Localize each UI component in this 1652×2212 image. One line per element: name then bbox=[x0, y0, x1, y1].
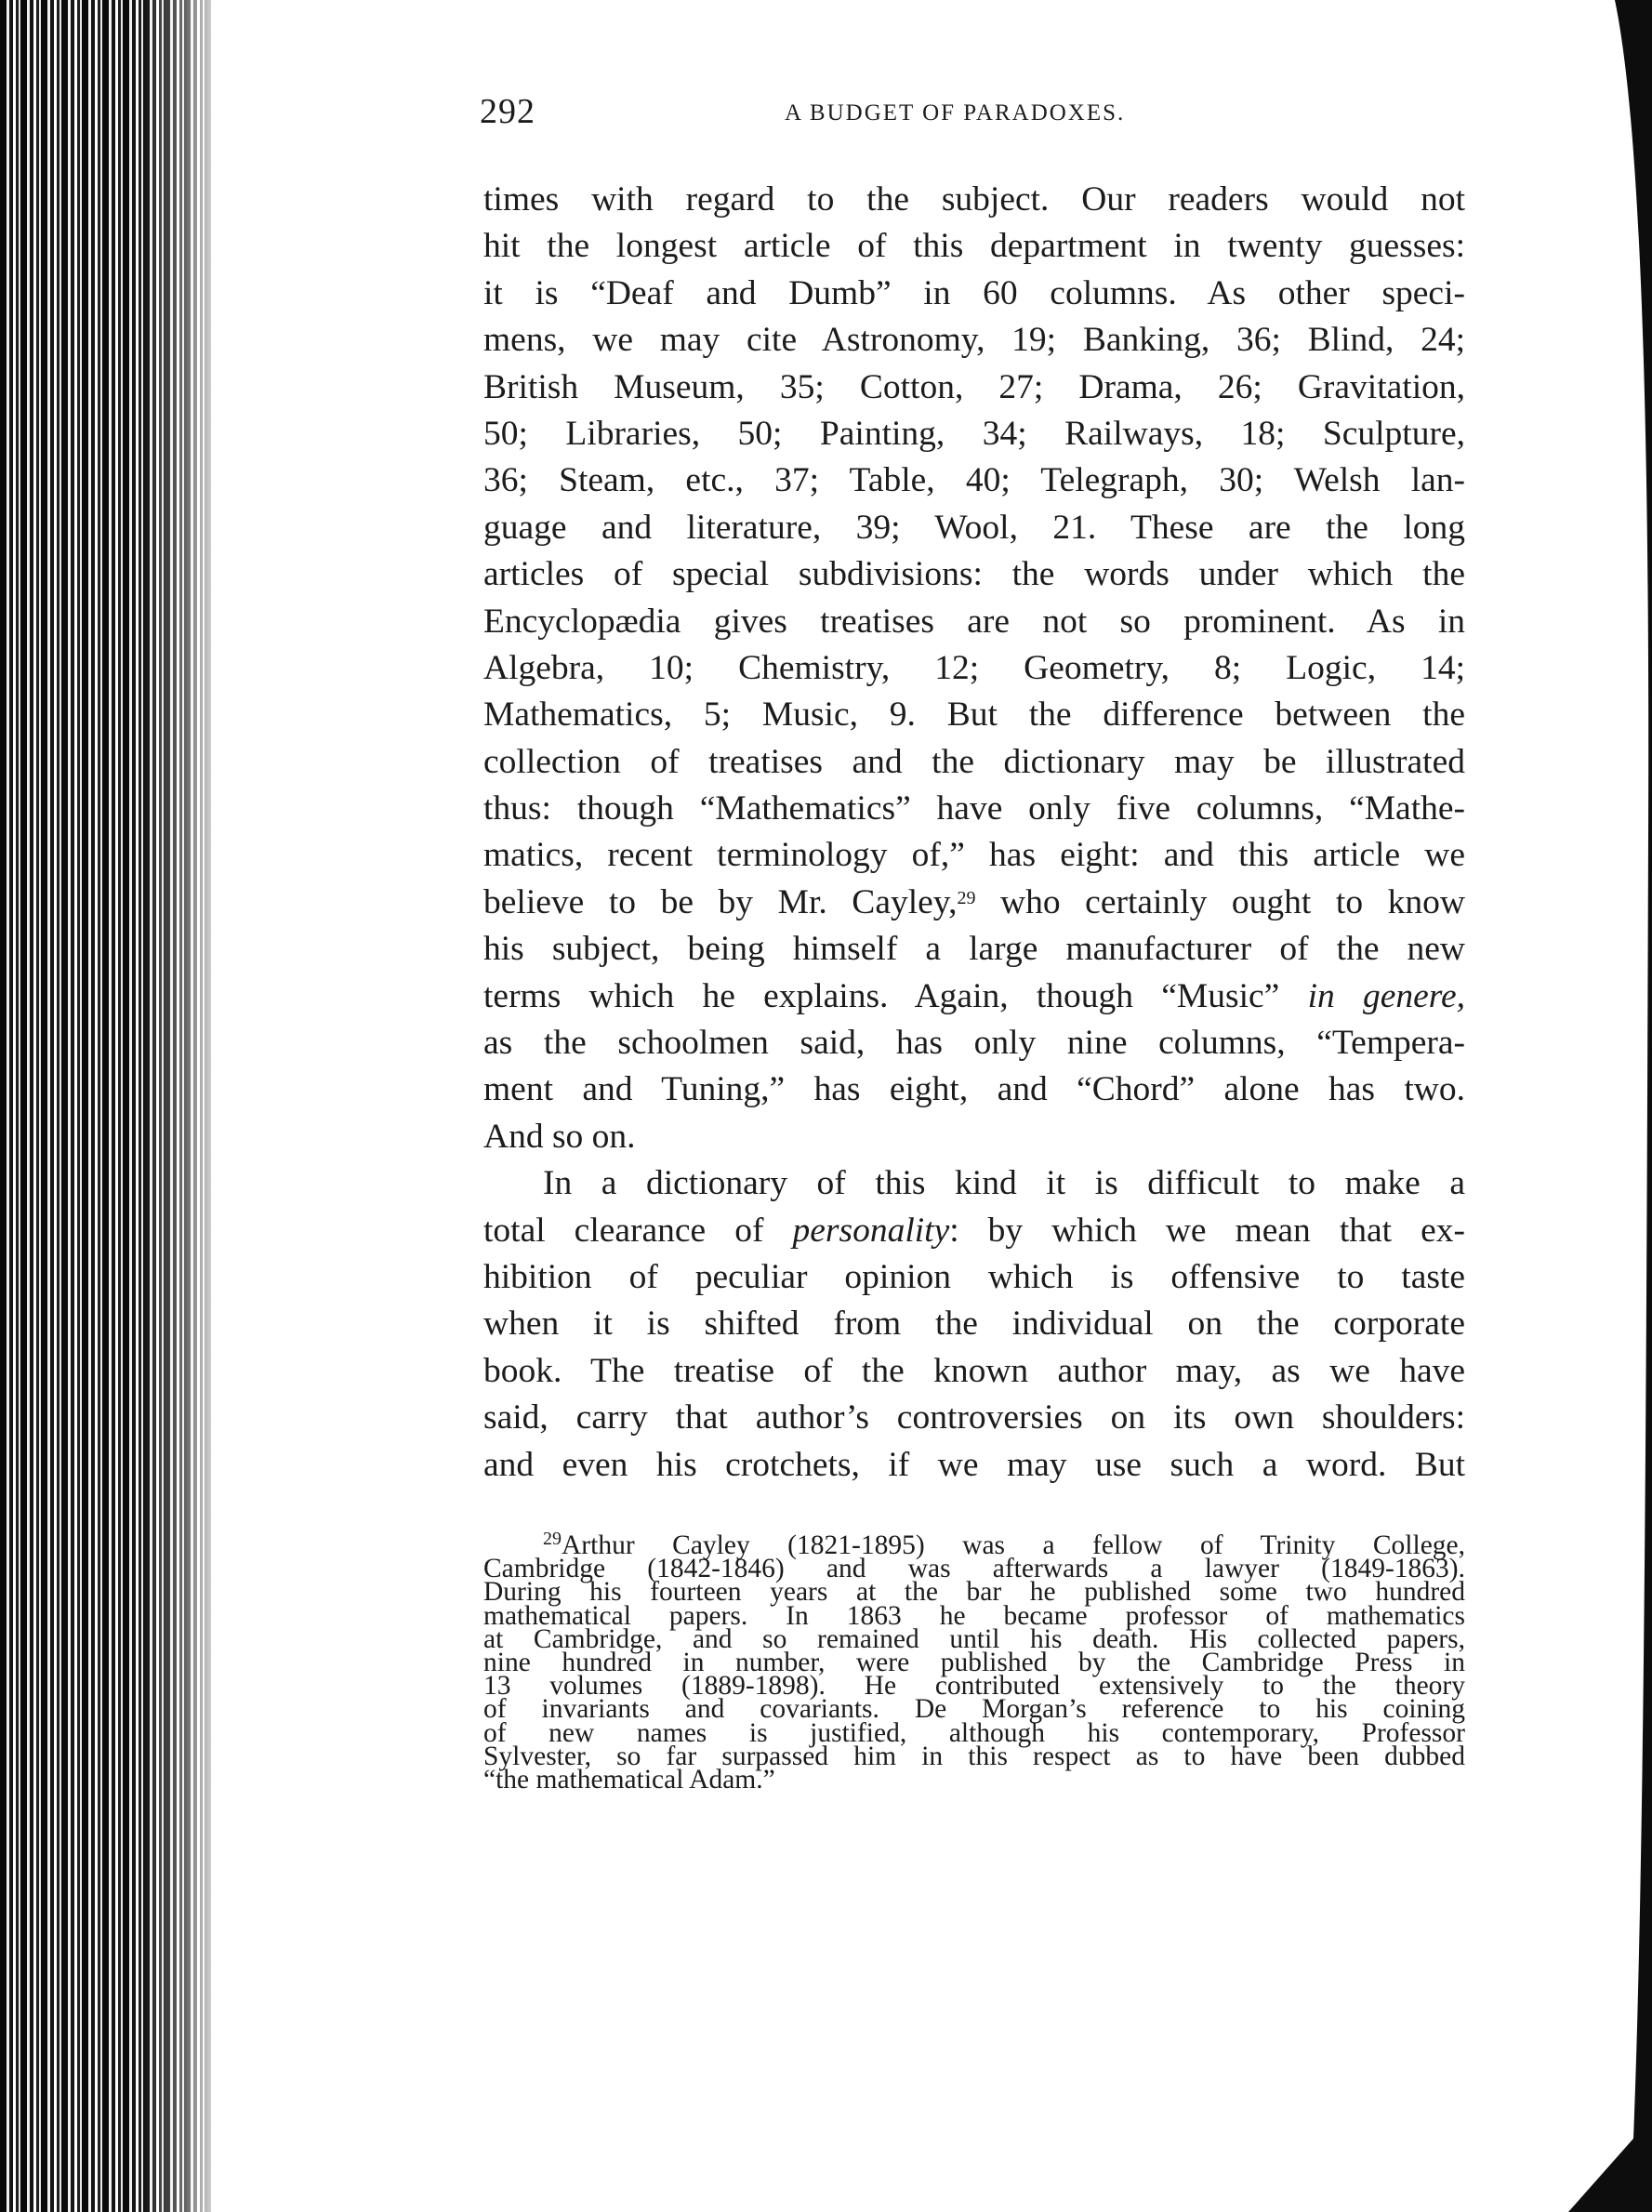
page-header bbox=[480, 91, 1484, 147]
footnote-line: Cambridge (1842-1846) and was afterwards a lawyer (1849-1863). bbox=[483, 1554, 1465, 1584]
footnote-reference: 29 bbox=[957, 887, 976, 908]
text-line: collection of treatises and the dictionary may be illustrated bbox=[483, 742, 1465, 781]
text-line: articles of special subdivisions: the words under which the bbox=[483, 555, 1465, 594]
footnote-line: nine hundred in number, were published by the Cambridge Press in bbox=[483, 1647, 1465, 1677]
text-line: hit the longest article of this department in twenty guesses: bbox=[483, 227, 1465, 266]
text-line-with-footnote-ref bbox=[483, 880, 1465, 926]
footnote-line: at Cambridge, and so remained until his death. His collected papers, bbox=[483, 1623, 1465, 1654]
footnote-line: During his fourteen years at the bar he published some two hundred bbox=[483, 1577, 1465, 1608]
text-line: mens, we may cite Astronomy, 19; Banking, 36; Blind, 24; bbox=[483, 321, 1465, 360]
body-text bbox=[483, 177, 1465, 1489]
text-segment: believe to be by Mr. Cayley, bbox=[483, 882, 958, 921]
italic-phrase: in genere, bbox=[1307, 976, 1465, 1015]
page-number: 292 bbox=[480, 92, 535, 131]
text-line: when it is shifted from the individual on the corporate bbox=[483, 1305, 1465, 1344]
text-line: matics, recent terminology of,” has eight: and this article we bbox=[483, 836, 1465, 875]
footnote-line: 13 volumes (1889-1898). He contributed extensively to the theory bbox=[483, 1671, 1465, 1702]
footnote-line: “the mathematical Adam.” bbox=[483, 1764, 775, 1795]
text-segment: : by which we mean that ex- bbox=[949, 1211, 1465, 1250]
text-line: In a dictionary of this kind it is difficult to make a bbox=[543, 1164, 1465, 1203]
text-line: Mathematics, 5; Music, 9. But the difference between the bbox=[483, 695, 1465, 735]
text-line: times with regard to the subject. Our readers would not bbox=[483, 180, 1465, 219]
running-title: A BUDGET OF PARADOXES. bbox=[785, 100, 1126, 126]
italic-phrase: personality bbox=[792, 1211, 950, 1250]
text-line: Encyclopædia gives treatises are not so prominent. As in bbox=[483, 602, 1465, 641]
footnote-line: mathematical papers. In 1863 he became professor of mathematics bbox=[483, 1600, 1465, 1631]
footnote-line: Sylvester, so far surpassed him in this respect as to have been dubbed bbox=[483, 1741, 1465, 1771]
footnote-marker: 29 bbox=[543, 1529, 562, 1549]
text-line: ment and Tuning,” has eight, and “Chord” alone has two. bbox=[483, 1070, 1465, 1109]
page-right-edge-shadow bbox=[1568, 0, 1652, 2212]
text-line-with-italic bbox=[483, 1208, 1465, 1254]
text-segment: total clearance of bbox=[483, 1211, 793, 1250]
text-line: his subject, being himself a large manufacturer of the new bbox=[483, 930, 1465, 969]
text-line: British Museum, 35; Cotton, 27; Drama, 26; Gravitation, bbox=[483, 367, 1465, 406]
text-segment: who certainly ought to know bbox=[975, 882, 1465, 921]
text-line: hibition of peculiar opinion which is offensive to taste bbox=[483, 1257, 1465, 1296]
text-line: guage and literature, 39; Wool, 21. These are the long bbox=[483, 508, 1465, 547]
text-line: book. The treatise of the known author may, as we have bbox=[483, 1351, 1465, 1390]
text-line: 36; Steam, etc., 37; Table, 40; Telegraph, 30; Welsh lan- bbox=[483, 461, 1465, 500]
footnote-line: of invariants and covariants. De Morgan’s reference to his coining bbox=[483, 1694, 1465, 1725]
footnote-line: of new names is justified, although his contemporary, Professor bbox=[483, 1717, 1465, 1748]
text-line: and even his crotchets, if we may use such a word. But bbox=[483, 1445, 1465, 1484]
text-segment: terms which he explains. Again, though “Music” bbox=[483, 976, 1308, 1015]
text-line: said, carry that author’s controversies on its own shoulders: bbox=[483, 1398, 1465, 1437]
text-line: 50; Libraries, 50; Painting, 34; Railways, 18; Sculpture, bbox=[483, 414, 1465, 453]
text-line: as the schoolmen said, has only nine columns, “Tempera- bbox=[483, 1024, 1465, 1063]
text-line: And so on. bbox=[483, 1117, 636, 1156]
text-segment: Arthur Cayley (1821-1895) was a fellow of Trinity College, bbox=[562, 1530, 1465, 1560]
text-line: Algebra, 10; Chemistry, 12; Geometry, 8; Logic, 14; bbox=[483, 648, 1465, 687]
text-line-with-italic bbox=[483, 974, 1465, 1020]
text-line: thus: though “Mathematics” have only five columns, “Mathe- bbox=[483, 789, 1465, 828]
footnote bbox=[483, 1529, 1465, 1795]
gutter-shadow bbox=[139, 0, 214, 2212]
text-line: it is “Deaf and Dumb” in 60 columns. As other speci- bbox=[483, 273, 1465, 312]
